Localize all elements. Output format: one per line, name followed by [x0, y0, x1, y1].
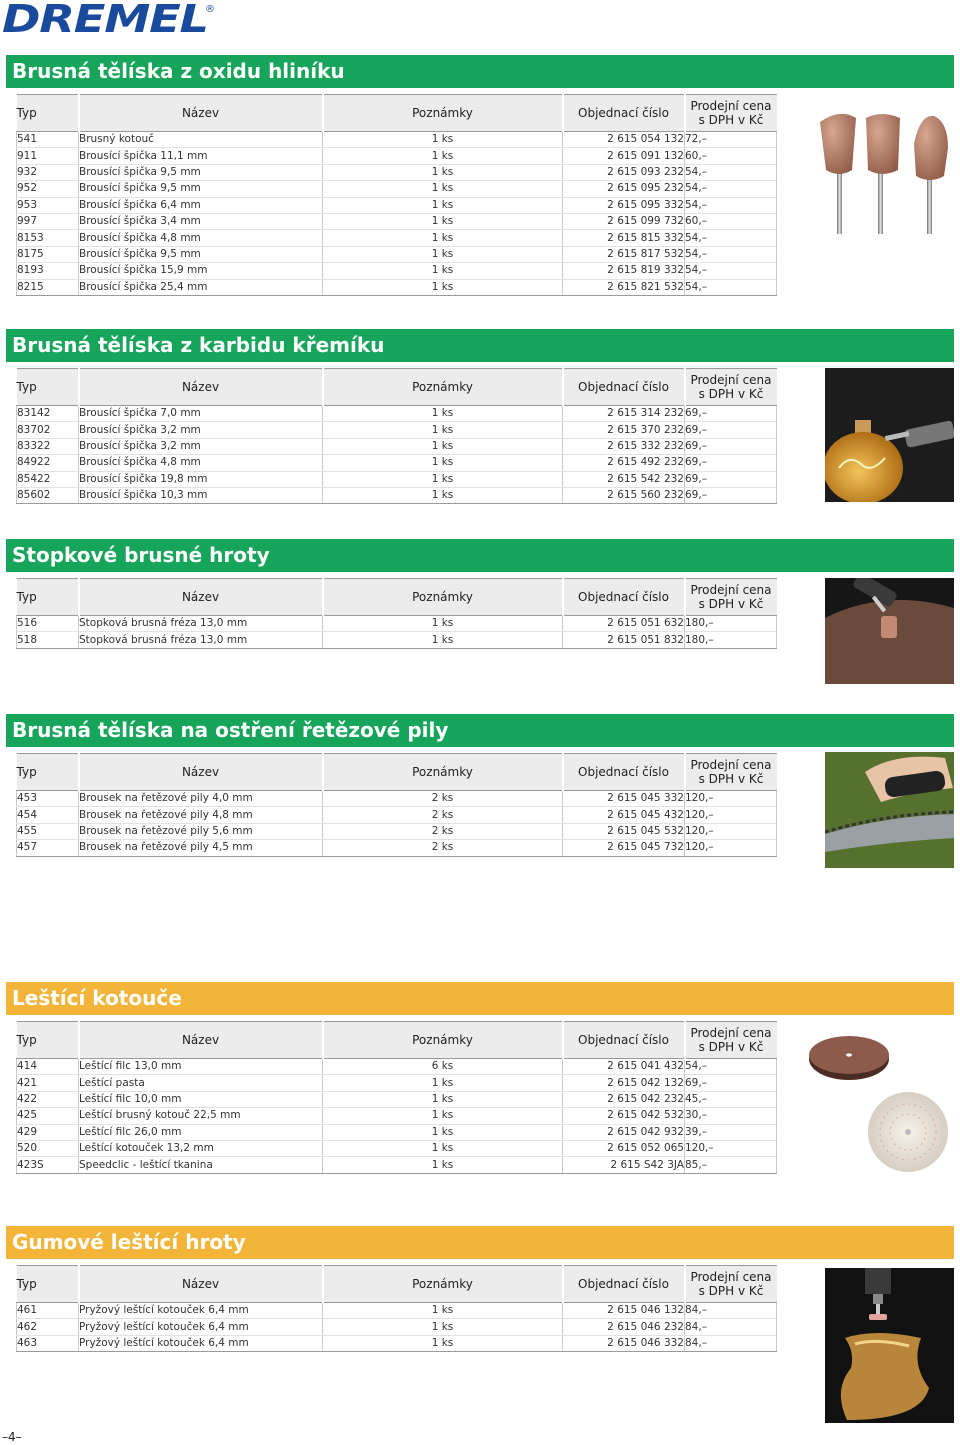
cell-nazev: Brousící špička 19,8 mm — [79, 471, 323, 487]
cell-nazev: Brousící špička 4,8 mm — [79, 455, 323, 471]
column-header-typ: Typ — [17, 754, 79, 791]
cell-objednaci: 2 615 095 232 — [563, 181, 685, 197]
cell-poznamky: 1 ks — [323, 487, 563, 503]
cell-objednaci: 2 615 492 232 — [563, 455, 685, 471]
table-row — [17, 230, 777, 246]
cell-objednaci: 2 615 041 432 — [563, 1059, 685, 1075]
cell-poznamky: 1 ks — [323, 263, 563, 279]
cell-nazev: Brousící špička 3,2 mm — [79, 438, 323, 454]
table-row — [17, 807, 777, 823]
column-header-nazev: Název — [79, 369, 323, 406]
cell-cena: 120,– — [685, 823, 777, 839]
cell-objednaci: 2 615 046 232 — [563, 1319, 685, 1335]
cell-cena: 54,– — [685, 279, 777, 295]
cell-objednaci: 2 615 560 232 — [563, 487, 685, 503]
cell-nazev: Speedclic - leštící tkanina — [79, 1157, 323, 1173]
cell-cena: 69,– — [685, 455, 777, 471]
table-row — [17, 132, 777, 148]
cell-cena: 180,– — [685, 616, 777, 632]
section-title: Brusná tělíska na ostření řetězové pily — [6, 714, 954, 747]
cell-objednaci: 2 615 046 332 — [563, 1335, 685, 1351]
product-photo-aluminium-oxide-stones — [812, 108, 954, 236]
cell-cena: 54,– — [685, 230, 777, 246]
section-title: Stopkové brusné hroty — [6, 539, 954, 572]
cell-poznamky: 1 ks — [323, 1108, 563, 1124]
cell-cena: 60,– — [685, 148, 777, 164]
column-header-objednaci: Objednací číslo — [563, 579, 685, 616]
table-row — [17, 791, 777, 807]
table-row — [17, 840, 777, 856]
cell-typ: 932 — [17, 164, 79, 180]
cell-nazev: Brousící špička 9,5 mm — [79, 164, 323, 180]
table-row — [17, 181, 777, 197]
cell-objednaci: 2 615 042 532 — [563, 1108, 685, 1124]
cell-cena: 54,– — [685, 181, 777, 197]
cell-poznamky: 1 ks — [323, 616, 563, 632]
cell-nazev: Leštící filc 26,0 mm — [79, 1124, 323, 1140]
product-photo-mounted-points — [825, 578, 954, 684]
cell-nazev: Brousící špička 3,4 mm — [79, 213, 323, 229]
cell-typ: 462 — [17, 1319, 79, 1335]
table-row — [17, 471, 777, 487]
column-header-cena — [685, 579, 777, 616]
column-header-poznamky: Poznámky — [323, 754, 563, 791]
column-header-typ: Typ — [17, 579, 79, 616]
cell-nazev: Brousící špička 4,8 mm — [79, 230, 323, 246]
cell-typ: 83322 — [17, 438, 79, 454]
cell-typ: 422 — [17, 1091, 79, 1107]
column-header-poznamky: Poznámky — [323, 1266, 563, 1303]
cell-nazev: Brousící špička 9,5 mm — [79, 181, 323, 197]
column-header-objednaci: Objednací číslo — [563, 369, 685, 406]
cell-cena: 120,– — [685, 791, 777, 807]
cell-objednaci: 2 615 045 732 — [563, 840, 685, 856]
cell-typ: 83142 — [17, 406, 79, 422]
column-header-nazev: Název — [79, 754, 323, 791]
column-header-poznamky: Poznámky — [323, 1022, 563, 1059]
cell-poznamky: 1 ks — [323, 164, 563, 180]
column-header-objednaci: Objednací číslo — [563, 1022, 685, 1059]
registered-mark: ® — [205, 4, 215, 15]
cena-header-line1: Prodejní cena — [690, 373, 772, 387]
cell-cena: 60,– — [685, 213, 777, 229]
column-header-poznamky: Poznámky — [323, 579, 563, 616]
cell-nazev: Brousící špička 3,2 mm — [79, 422, 323, 438]
section-title: Brusná tělíska z oxidu hliníku — [6, 55, 954, 88]
cell-objednaci: 2 615 054 132 — [563, 132, 685, 148]
cell-cena: 69,– — [685, 422, 777, 438]
column-header-nazev: Název — [79, 579, 323, 616]
cell-typ: 911 — [17, 148, 79, 164]
table-row — [17, 1075, 777, 1091]
column-header-objednaci: Objednací číslo — [563, 95, 685, 132]
cell-nazev: Leštící filc 10,0 mm — [79, 1091, 323, 1107]
cell-cena: 45,– — [685, 1091, 777, 1107]
cell-objednaci: 2 615 370 232 — [563, 422, 685, 438]
cell-objednaci: 2 615 332 232 — [563, 438, 685, 454]
column-header-poznamky: Poznámky — [323, 369, 563, 406]
cell-objednaci: 2 615 042 232 — [563, 1091, 685, 1107]
table-row — [17, 263, 777, 279]
column-header-nazev: Název — [79, 95, 323, 132]
table-row — [17, 148, 777, 164]
cell-cena: 54,– — [685, 1059, 777, 1075]
section-title: Leštící kotouče — [6, 982, 954, 1015]
product-table — [16, 753, 777, 857]
table-header-row — [17, 95, 777, 132]
section-title: Gumové leštící hroty — [6, 1226, 954, 1259]
cell-objednaci: 2 615 045 532 — [563, 823, 685, 839]
cell-objednaci: 2 615 046 132 — [563, 1303, 685, 1319]
cell-nazev: Leštící kotouček 13,2 mm — [79, 1140, 323, 1156]
cell-nazev: Brousící špička 25,4 mm — [79, 279, 323, 295]
cena-header-line2: s DPH v Kč — [698, 113, 764, 127]
table-header-row — [17, 1022, 777, 1059]
cell-typ: 453 — [17, 791, 79, 807]
page-number: –4– — [2, 1430, 22, 1444]
cell-cena: 69,– — [685, 487, 777, 503]
table-row — [17, 406, 777, 422]
cena-header-line2: s DPH v Kč — [698, 1284, 764, 1298]
cell-typ: 84922 — [17, 455, 79, 471]
cell-typ: 8153 — [17, 230, 79, 246]
cell-objednaci: 2 615 821 532 — [563, 279, 685, 295]
table-row — [17, 1108, 777, 1124]
cell-objednaci: 2 615 S42 3JA — [563, 1157, 685, 1173]
product-photo-chainsaw-sharpening — [825, 752, 954, 868]
table-row — [17, 455, 777, 471]
cell-typ: 85422 — [17, 471, 79, 487]
cell-poznamky: 1 ks — [323, 197, 563, 213]
column-header-poznamky: Poznámky — [323, 95, 563, 132]
cell-typ: 463 — [17, 1335, 79, 1351]
cell-objednaci: 2 615 093 232 — [563, 164, 685, 180]
cell-poznamky: 1 ks — [323, 1075, 563, 1091]
cell-nazev: Stopková brusná fréza 13,0 mm — [79, 632, 323, 648]
column-header-typ: Typ — [17, 95, 79, 132]
cell-typ: 454 — [17, 807, 79, 823]
cell-nazev: Leštící pasta — [79, 1075, 323, 1091]
cell-cena: 84,– — [685, 1319, 777, 1335]
table-row — [17, 279, 777, 295]
table-row — [17, 1303, 777, 1319]
cell-poznamky: 1 ks — [323, 230, 563, 246]
cell-nazev: Brousek na řetězové pily 4,0 mm — [79, 791, 323, 807]
cell-nazev: Brousící špička 15,9 mm — [79, 263, 323, 279]
table-row — [17, 1319, 777, 1335]
table-header-row — [17, 754, 777, 791]
cell-cena: 84,– — [685, 1335, 777, 1351]
column-header-nazev: Název — [79, 1266, 323, 1303]
cell-poznamky: 1 ks — [323, 1091, 563, 1107]
product-table — [16, 1021, 777, 1174]
cell-typ: 455 — [17, 823, 79, 839]
cell-poznamky: 1 ks — [323, 1140, 563, 1156]
table-row — [17, 487, 777, 503]
cena-header-line1: Prodejní cena — [690, 1270, 772, 1284]
cell-poznamky: 2 ks — [323, 823, 563, 839]
cell-poznamky: 1 ks — [323, 279, 563, 295]
cena-header-line1: Prodejní cena — [690, 758, 772, 772]
cell-poznamky: 2 ks — [323, 807, 563, 823]
cena-header-line2: s DPH v Kč — [698, 772, 764, 786]
cell-cena: 69,– — [685, 406, 777, 422]
cell-objednaci: 2 615 817 532 — [563, 246, 685, 262]
cell-cena: 54,– — [685, 263, 777, 279]
column-header-cena — [685, 754, 777, 791]
column-header-objednaci: Objednací číslo — [563, 754, 685, 791]
cell-objednaci: 2 615 051 632 — [563, 616, 685, 632]
product-table — [16, 94, 777, 296]
cell-poznamky: 1 ks — [323, 246, 563, 262]
cell-poznamky: 1 ks — [323, 1157, 563, 1173]
column-header-objednaci: Objednací číslo — [563, 1266, 685, 1303]
table-row — [17, 616, 777, 632]
table-row — [17, 246, 777, 262]
cell-cena: 39,– — [685, 1124, 777, 1140]
cell-typ: 952 — [17, 181, 79, 197]
cell-typ: 461 — [17, 1303, 79, 1319]
cell-cena: 54,– — [685, 164, 777, 180]
section-title: Brusná tělíska z karbidu křemíku — [6, 329, 954, 362]
product-photo-rubber-polishing — [825, 1268, 954, 1423]
cell-objednaci: 2 615 542 232 — [563, 471, 685, 487]
cell-objednaci: 2 615 042 932 — [563, 1124, 685, 1140]
table-row — [17, 438, 777, 454]
cell-poznamky: 1 ks — [323, 406, 563, 422]
cell-nazev: Brousek na řetězové pily 4,8 mm — [79, 807, 323, 823]
cena-header-line2: s DPH v Kč — [698, 597, 764, 611]
cell-nazev: Brusný kotouč — [79, 132, 323, 148]
table-row — [17, 197, 777, 213]
table-row — [17, 632, 777, 648]
cena-header-line2: s DPH v Kč — [698, 1040, 764, 1054]
column-header-cena — [685, 369, 777, 406]
cell-typ: 457 — [17, 840, 79, 856]
cell-cena: 69,– — [685, 438, 777, 454]
table-header-row — [17, 369, 777, 406]
cell-objednaci: 2 615 052 065 — [563, 1140, 685, 1156]
cell-poznamky: 1 ks — [323, 455, 563, 471]
cell-typ: 85602 — [17, 487, 79, 503]
cena-header-line2: s DPH v Kč — [698, 387, 764, 401]
product-table — [16, 368, 777, 504]
cell-typ: 518 — [17, 632, 79, 648]
cell-nazev: Stopková brusná fréza 13,0 mm — [79, 616, 323, 632]
cell-poznamky: 1 ks — [323, 1124, 563, 1140]
cell-objednaci: 2 615 042 132 — [563, 1075, 685, 1091]
cell-poznamky: 2 ks — [323, 791, 563, 807]
cell-nazev: Brousící špička 9,5 mm — [79, 246, 323, 262]
table-row — [17, 1124, 777, 1140]
table-row — [17, 422, 777, 438]
cell-typ: 953 — [17, 197, 79, 213]
cell-objednaci: 2 615 091 132 — [563, 148, 685, 164]
cell-typ: 8193 — [17, 263, 79, 279]
table-row — [17, 1059, 777, 1075]
product-photo-silicon-carbide — [825, 368, 954, 502]
column-header-typ: Typ — [17, 1022, 79, 1059]
cell-objednaci: 2 615 099 732 — [563, 213, 685, 229]
product-table — [16, 578, 777, 649]
cell-nazev: Pryžový leštící kotouček 6,4 mm — [79, 1335, 323, 1351]
cell-cena: 72,– — [685, 132, 777, 148]
table-row — [17, 1157, 777, 1173]
cell-cena: 120,– — [685, 840, 777, 856]
cena-header-line1: Prodejní cena — [690, 99, 772, 113]
column-header-typ: Typ — [17, 369, 79, 406]
table-header-row — [17, 1266, 777, 1303]
cell-poznamky: 1 ks — [323, 438, 563, 454]
cell-poznamky: 1 ks — [323, 1335, 563, 1351]
cell-poznamky: 1 ks — [323, 632, 563, 648]
cell-poznamky: 1 ks — [323, 181, 563, 197]
cell-typ: 997 — [17, 213, 79, 229]
cell-typ: 425 — [17, 1108, 79, 1124]
product-table — [16, 1265, 777, 1352]
cell-nazev: Pryžový leštící kotouček 6,4 mm — [79, 1319, 323, 1335]
cell-typ: 8215 — [17, 279, 79, 295]
cell-poznamky: 1 ks — [323, 213, 563, 229]
cell-nazev: Brousek na řetězové pily 5,6 mm — [79, 823, 323, 839]
cell-cena: 54,– — [685, 197, 777, 213]
column-header-nazev: Název — [79, 1022, 323, 1059]
cell-objednaci: 2 615 819 332 — [563, 263, 685, 279]
table-row — [17, 164, 777, 180]
cell-poznamky: 1 ks — [323, 148, 563, 164]
column-header-cena — [685, 1266, 777, 1303]
cell-cena: 30,– — [685, 1108, 777, 1124]
cell-nazev: Leštící brusný kotouč 22,5 mm — [79, 1108, 323, 1124]
cell-nazev: Pryžový leštící kotouček 6,4 mm — [79, 1303, 323, 1319]
cell-typ: 414 — [17, 1059, 79, 1075]
cell-cena: 85,– — [685, 1157, 777, 1173]
cell-cena: 84,– — [685, 1303, 777, 1319]
cell-typ: 429 — [17, 1124, 79, 1140]
cell-nazev: Brousek na řetězové pily 4,5 mm — [79, 840, 323, 856]
column-header-cena — [685, 95, 777, 132]
cell-objednaci: 2 615 045 332 — [563, 791, 685, 807]
table-row — [17, 1091, 777, 1107]
table-row — [17, 213, 777, 229]
cell-typ: 421 — [17, 1075, 79, 1091]
column-header-typ: Typ — [17, 1266, 79, 1303]
cell-nazev: Leštící filc 13,0 mm — [79, 1059, 323, 1075]
cell-objednaci: 2 615 051 832 — [563, 632, 685, 648]
cena-header-line1: Prodejní cena — [690, 1026, 772, 1040]
cell-typ: 8175 — [17, 246, 79, 262]
cell-cena: 69,– — [685, 1075, 777, 1091]
cell-cena: 120,– — [685, 807, 777, 823]
product-photo-polishing-felt — [808, 1035, 890, 1081]
cell-typ: 541 — [17, 132, 79, 148]
cell-poznamky: 1 ks — [323, 1303, 563, 1319]
cell-nazev: Brousící špička 6,4 mm — [79, 197, 323, 213]
cell-cena: 69,– — [685, 471, 777, 487]
cell-objednaci: 2 615 095 332 — [563, 197, 685, 213]
cell-typ: 520 — [17, 1140, 79, 1156]
cell-poznamky: 2 ks — [323, 840, 563, 856]
cell-nazev: Brousící špička 7,0 mm — [79, 406, 323, 422]
cell-poznamky: 1 ks — [323, 1319, 563, 1335]
cena-header-line1: Prodejní cena — [690, 583, 772, 597]
cell-objednaci: 2 615 815 332 — [563, 230, 685, 246]
cell-cena: 180,– — [685, 632, 777, 648]
table-row — [17, 823, 777, 839]
cell-objednaci: 2 615 045 432 — [563, 807, 685, 823]
cell-poznamky: 1 ks — [323, 422, 563, 438]
cell-typ: 423S — [17, 1157, 79, 1173]
table-header-row — [17, 579, 777, 616]
cell-nazev: Brousící špička 10,3 mm — [79, 487, 323, 503]
cell-nazev: Brousící špička 11,1 mm — [79, 148, 323, 164]
cell-objednaci: 2 615 314 232 — [563, 406, 685, 422]
column-header-cena — [685, 1022, 777, 1059]
cell-cena: 54,– — [685, 246, 777, 262]
cell-poznamky: 6 ks — [323, 1059, 563, 1075]
product-photo-polishing-wheel — [866, 1090, 950, 1174]
cell-typ: 516 — [17, 616, 79, 632]
table-row — [17, 1335, 777, 1351]
cell-cena: 120,– — [685, 1140, 777, 1156]
cell-poznamky: 1 ks — [323, 471, 563, 487]
table-row — [17, 1140, 777, 1156]
cell-typ: 83702 — [17, 422, 79, 438]
cell-poznamky: 1 ks — [323, 132, 563, 148]
dremel-logo: DREMEL — [2, 0, 208, 41]
